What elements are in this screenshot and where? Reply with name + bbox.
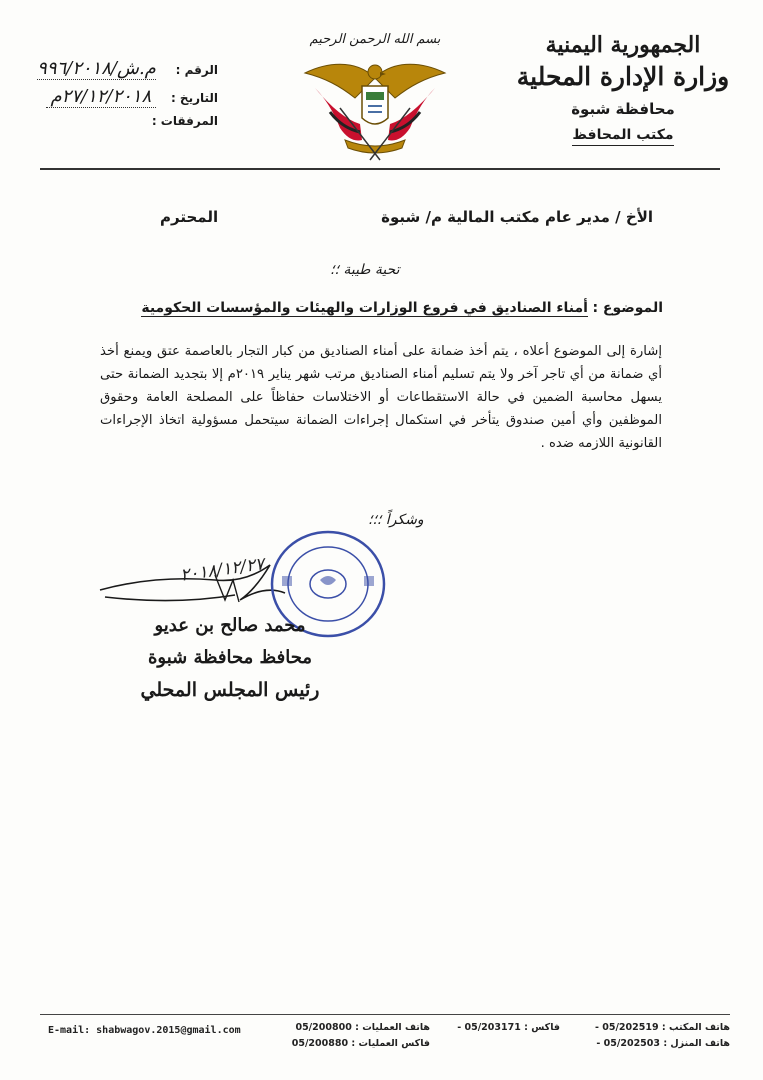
letter-body: إشارة إلى الموضوع أعلاه ، يتم أخذ ضمانة على أمناء الصناديق من كبار التجار بالعاصمة عتق ويمنع أخذ أي ضمانة من أي تاجر آخر ولا يتم تسليم أمناء الصناديق مرتب شهر يناير ٢٠١٩م إلا بتجديد الضمانة حتى يسهل محاسبة الضمين في حالة الاستقطاعات أو الاختلاسات حفاظاً على المصلحة العامة وحقوق الموظفين وأي أمين صندوق يتأخر في استكمال إجراءات الضمانة سيتحمل مسؤولية اتخاذ الإجراءات القانونية اللازمه ضده .	[100, 344, 662, 451]
reference-block	[28, 58, 218, 142]
reference-date-row	[28, 86, 218, 114]
number-label: الرقم :	[175, 63, 218, 77]
fax	[457, 1022, 560, 1033]
ops-phone	[295, 1022, 430, 1033]
subject-text: أمناء الصناديق في فروع الوزارات والهيئات والمؤسسات الحكومية	[141, 300, 588, 316]
attachments-row	[28, 114, 218, 142]
office-phone	[595, 1022, 730, 1033]
footer-email: E-mail: shabwagov.2015@gmail.com	[48, 1025, 241, 1036]
office-name: مكتب المحافظ	[572, 125, 673, 146]
date-label: التاريخ :	[170, 91, 218, 105]
ops-phone-value: 05/200800	[295, 1022, 352, 1033]
attachments-label: المرفقات :	[151, 114, 218, 128]
yemen-emblem-icon	[300, 28, 450, 168]
country-name: الجمهورية اليمنية	[545, 32, 701, 58]
ops-fax-label: فاكس العمليات :	[351, 1038, 430, 1049]
letterhead-right	[513, 30, 733, 146]
office-phone-label: هاتف المكتب :	[661, 1022, 730, 1033]
ministry-name: وزارة الإدارة المحلية	[516, 62, 730, 91]
subject-label: الموضوع :	[592, 300, 663, 316]
greeting: تحية طيبة ؛؛	[330, 262, 400, 278]
addressee: الأخ / مدير عام مكتب المالية م/ شبوة	[381, 208, 653, 226]
ops-fax-value: 05/200880	[291, 1038, 349, 1049]
governorate-name: محافظة شبوة	[571, 100, 675, 118]
subject-line	[141, 300, 663, 316]
ops-fax	[292, 1038, 430, 1049]
number-value: م.ش/٩٩٦/٢٠١٨	[37, 58, 156, 79]
signatory-title: محافظ محافظة شبوة	[148, 647, 312, 668]
home-phone-value: 05/202503 -	[596, 1038, 661, 1049]
signatory-name: محمد صالح بن عديو	[154, 615, 306, 636]
fax-label: فاكس :	[524, 1022, 560, 1033]
basmala: بسم الله الرحمن الرحيم	[309, 32, 441, 47]
honorific: المحترم	[160, 208, 219, 226]
date-value: ٢٧/١٢/٢٠١٨م	[46, 86, 156, 108]
fax-value: 05/203171 -	[457, 1022, 521, 1033]
handwritten-date: ٢٠١٨/١٢/٢٧	[179, 554, 266, 586]
closing-thanks: وشكراً ؛؛؛	[368, 512, 424, 528]
office-phone-value: 05/202519 -	[594, 1022, 659, 1033]
home-phone-label: هاتف المنزل :	[663, 1038, 730, 1049]
header-divider	[40, 168, 720, 170]
reference-number-row	[28, 58, 218, 86]
home-phone	[596, 1038, 730, 1049]
footer-divider	[40, 1014, 730, 1015]
signatory-block	[100, 610, 360, 706]
ops-phone-label: هاتف العمليات :	[355, 1022, 430, 1033]
signatory-title-2: رئيس المجلس المحلي	[140, 679, 320, 701]
